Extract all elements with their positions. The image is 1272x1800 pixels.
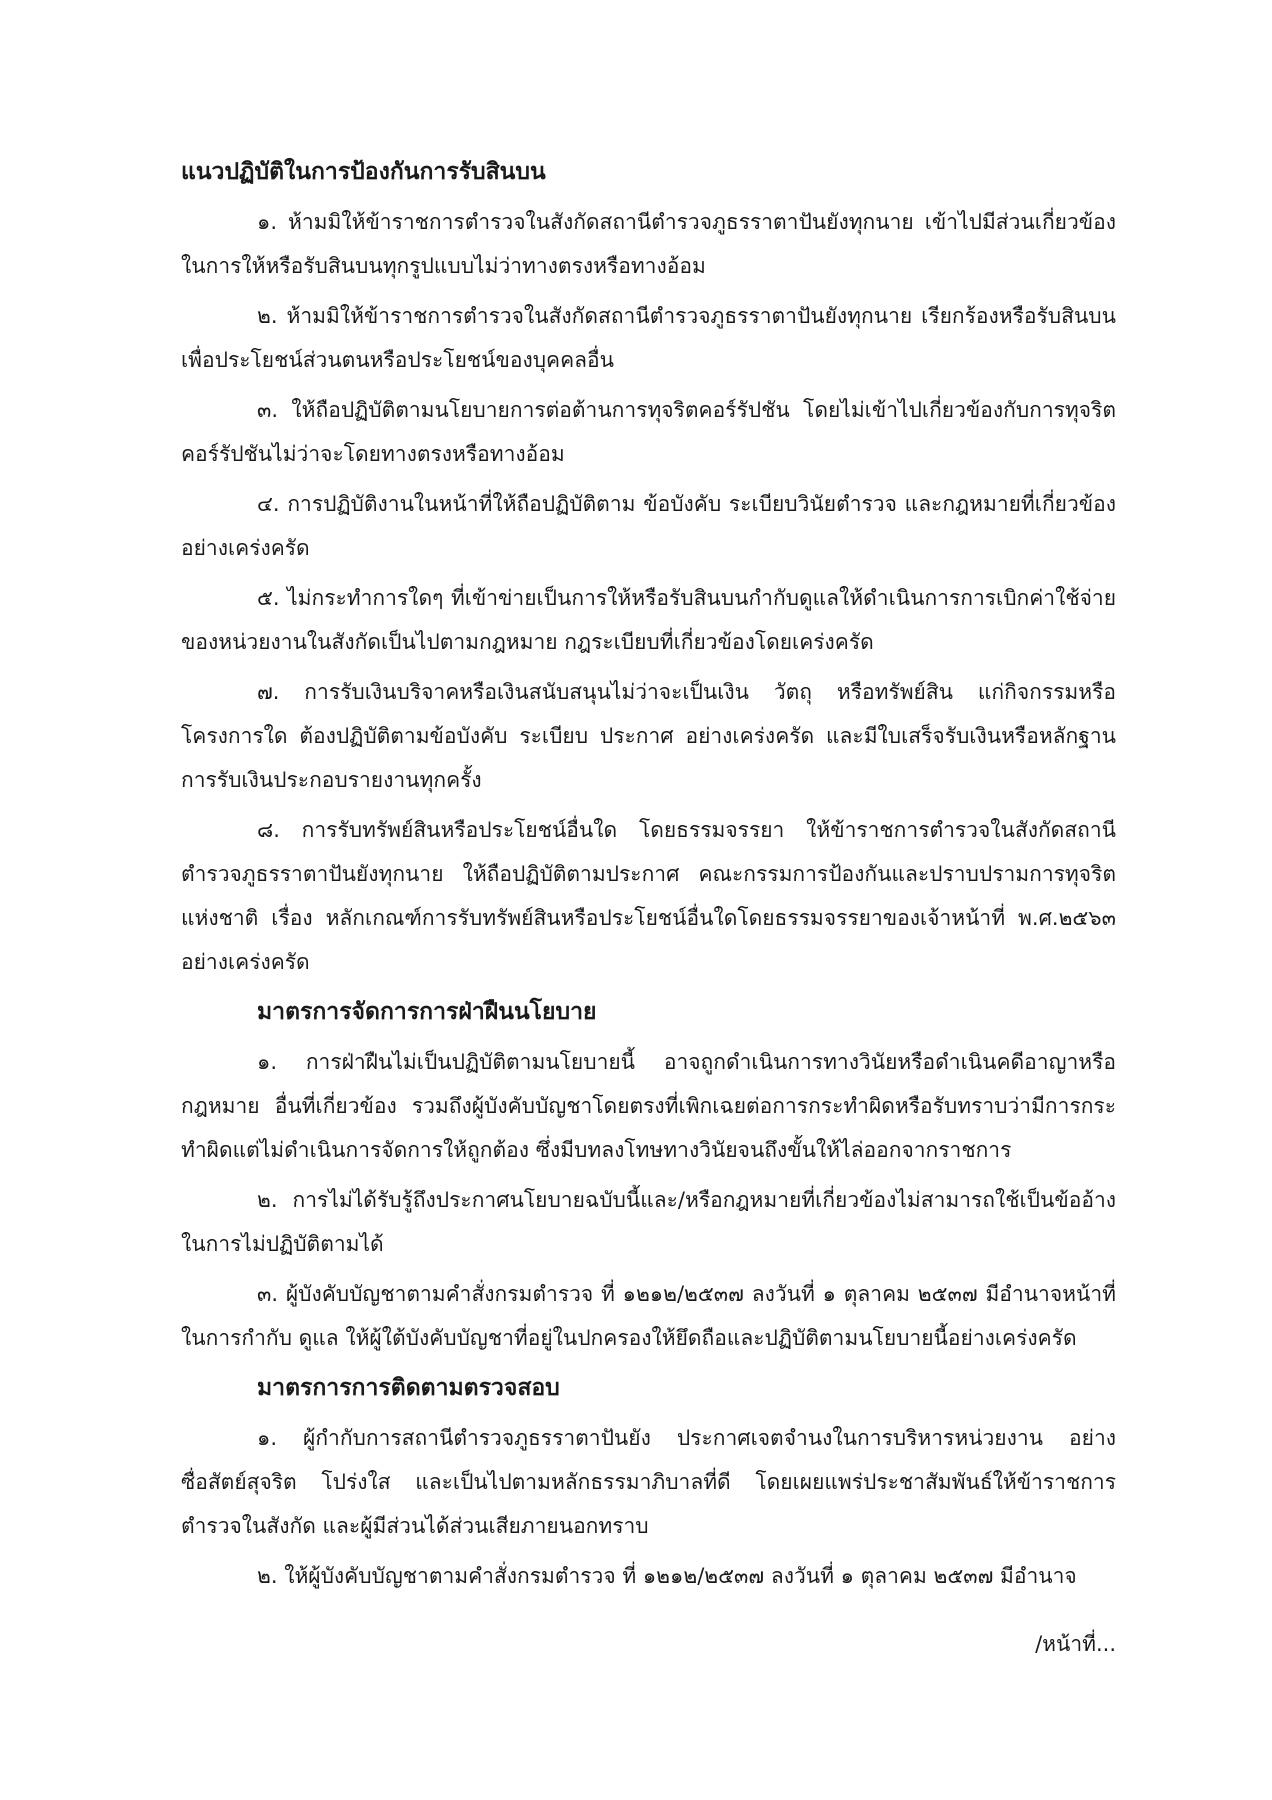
paragraph-1-8: ๘. การรับทรัพย์สินหรือประโยชน์อื่นใด โดยธรรมจรรยา ให้ข้าราชการตำรวจในสังกัดสถานีตำรวจภูธรราตาปันยังทุกนาย ให้ถือปฏิบัติตามประกาศ คณะกรรมการป้องกันและปราบปรามการทุจริตแห่งชาติ เรื่อง หลักเกณฑ์การรับทรัพย์สินหรือประโยชน์อื่นใดโดยธรรมจรรยาของเจ้าหน้าที่ พ.ศ.๒๕๖๓ อย่างเคร่งครัด bbox=[181, 818, 1116, 974]
paragraph-2-2: ๒. การไม่ได้รับรู้ถึงประกาศนโยบายฉบับนี้และ/หรือกฎหมายที่เกี่ยวข้องไม่สามารถใช้เป็นข้ออ้างในการไม่ปฏิบัติตามได้ bbox=[181, 1188, 1116, 1256]
section-title-monitoring-measures: มาตรการการติดตามตรวจสอบ bbox=[257, 1375, 560, 1401]
page-continuation-note: /หน้าที่... bbox=[1035, 1632, 1116, 1656]
paragraph-1-3: ๓. ให้ถือปฏิบัติตามนโยบายการต่อต้านการทุจริตคอร์รัปชัน โดยไม่เข้าไปเกี่ยวข้องกับการทุจริตคอร์รัปชันไม่ว่าจะโดยทางตรงหรือทางอ้อม bbox=[181, 398, 1116, 466]
paragraph-3-1: ๑. ผู้กำกับการสถานีตำรวจภูธรราตาปันยัง ประกาศเจตจำนงในการบริหารหน่วยงาน อย่างซื่อสัตย์สุจริต โปร่งใส และเป็นไปตามหลักธรรมาภิบาลที่ดี โดยเผยแพร่ประชาสัมพันธ์ให้ข้าราชการตำรวจในสังกัด และผู้มีส่วนได้ส่วนเสียภายนอกทราบ bbox=[181, 1426, 1116, 1538]
paragraph-3-2: ๒. ให้ผู้บังคับบัญชาตามคำสั่งกรมตำรวจ ที่ ๑๒๑๒/๒๕๓๗ ลงวันที่ ๑ ตุลาคม ๒๕๓๗ มีอำนาจ bbox=[257, 1564, 1077, 1588]
document-page bbox=[181, 150, 1116, 1604]
paragraph-1-5: ๕. ไม่กระทำการใดๆ ที่เข้าข่ายเป็นการให้หรือรับสินบนกำกับดูแลให้ดำเนินการการเบิกค่าใช้จ่ายของหน่วยงานในสังกัดเป็นไปตามกฎหมาย กฎระเบียบที่เกี่ยวข้องโดยเคร่งครัด bbox=[181, 586, 1116, 654]
paragraph-2-1: ๑. การฝ่าฝืนไม่เป็นปฏิบัติตามนโยบายนี้ อาจถูกดำเนินการทางวินัยหรือดำเนินคดีอาญาหรือกฎหมาย อื่นที่เกี่ยวข้อง รวมถึงผู้บังคับบัญชาโดยตรงที่เพิกเฉยต่อการกระทำผิดหรือรับทราบว่ามีการกระทำผิดแต่ไม่ดำเนินการจัดการให้ถูกต้อง ซึ่งมีบทลงโทษทางวินัยจนถึงขั้นให้ไล่ออกจากราชการ bbox=[181, 1050, 1116, 1162]
section-title-bribery-prevention: แนวปฏิบัติในการป้องกันการรับสินบน bbox=[181, 159, 546, 185]
section-title-violation-measures: มาตรการจัดการการฝ่าฝืนนโยบาย bbox=[257, 999, 597, 1025]
paragraph-1-2: ๒. ห้ามมิให้ข้าราชการตำรวจในสังกัดสถานีตำรวจภูธรราตาปันยังทุกนาย เรียกร้องหรือรับสินบนเพื่อประโยชน์ส่วนตนหรือประโยชน์ของบุคคลอื่น bbox=[181, 304, 1116, 372]
paragraph-1-7: ๗. การรับเงินบริจาคหรือเงินสนับสนุนไม่ว่าจะเป็นเงิน วัตถุ หรือทรัพย์สิน แก่กิจกรรมหรือโครงการใด ต้องปฏิบัติตามข้อบังคับ ระเบียบ ประกาศ อย่างเคร่งครัด และมีใบเสร็จรับเงินหรือหลักฐานการรับเงินประกอบรายงานทุกครั้ง bbox=[181, 680, 1116, 792]
paragraph-1-4: ๔. การปฏิบัติงานในหน้าที่ให้ถือปฏิบัติตาม ข้อบังคับ ระเบียบวินัยตำรวจ และกฎหมายที่เกี่ยวข้องอย่างเคร่งครัด bbox=[181, 492, 1116, 560]
paragraph-2-3: ๓. ผู้บังคับบัญชาตามคำสั่งกรมตำรวจ ที่ ๑๒๑๒/๒๕๓๗ ลงวันที่ ๑ ตุลาคม ๒๕๓๗ มีอำนาจหน้าที่ ในการกำกับ ดูแล ให้ผู้ใต้บังคับบัญชาที่อยู่ในปกครองให้ยึดถือและปฏิบัติตามนโยบายนี้อย่างเคร่งครัด bbox=[181, 1282, 1116, 1350]
paragraph-1-1: ๑. ห้ามมิให้ข้าราชการตำรวจในสังกัดสถานีตำรวจภูธรราตาปันยังทุกนาย เข้าไปมีส่วนเกี่ยวข้องในการให้หรือรับสินบนทุกรูปแบบไม่ว่าทางตรงหรือทางอ้อม bbox=[181, 210, 1116, 278]
